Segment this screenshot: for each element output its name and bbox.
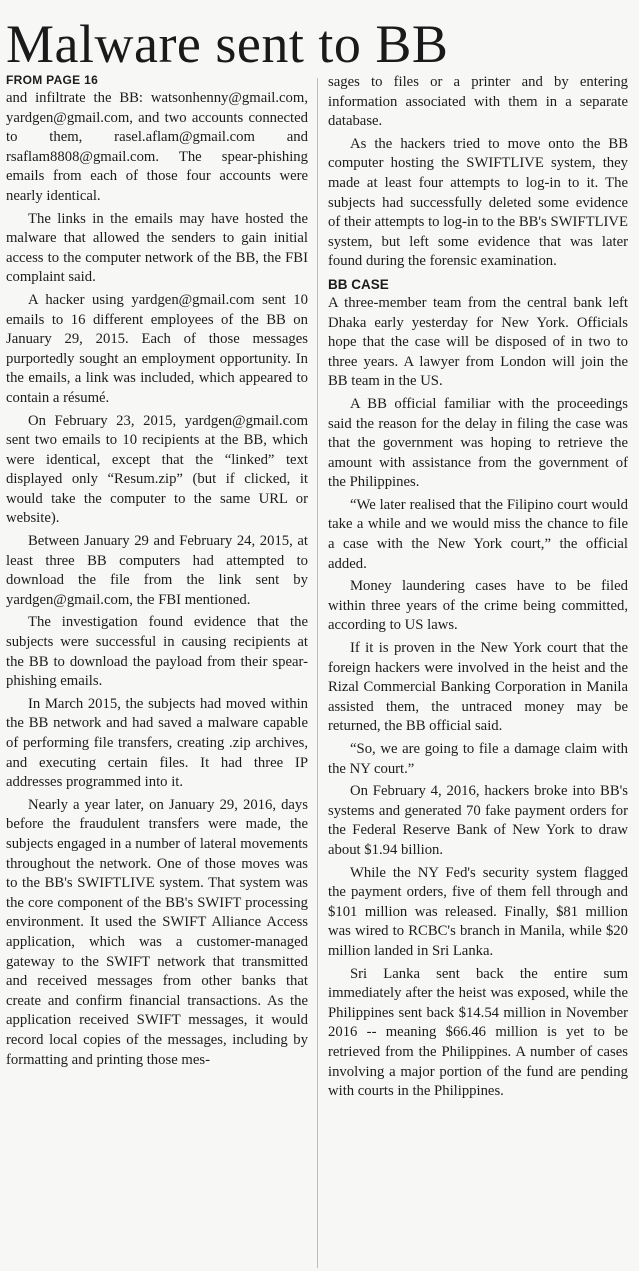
paragraph: “So, we are going to file a damage claim with the NY court.” (328, 741, 628, 777)
paragraph: Sri Lanka sent back the entire sum immediately after the heist was exposed, while the Philippines sent back $14.54 million in November 2016 -- meaning $66.46 million is yet to be retrieved from the Philippines. A number of cases involving a major portion of the fund are pending with courts in the Philippines. (328, 965, 628, 1100)
paragraph: The investigation found evidence that the subjects were successful in causing recipients at the BB to download the payload from their spear-phishing emails. (6, 614, 308, 690)
paragraph: As the hackers tried to move onto the BB computer hosting the SWIFTLIVE system, they made at least four attempts to log-in to it. The subjects had successfully deleted some evidence of their attempts to log-in to the BB's SWIFTLIVE system, but left some evidence that was later found during the forensic examination. (328, 135, 628, 270)
paragraph: sages to files or a printer and by entering information associated with them in a separate database. (328, 74, 628, 130)
right-column (328, 73, 628, 1105)
paragraph: Money laundering cases have to be filed within three years of the crime being committed, according to US laws. (328, 578, 628, 634)
paragraph: A BB official familiar with the proceedings said the reason for the delay in filing the case was that the government was hoping to retrieve the amount with assistance from the government of the Philippines. (328, 395, 628, 491)
continued-from-kicker: FROM PAGE 16 (6, 73, 99, 87)
paragraph: A three-member team from the central bank left Dhaka early yesterday for New York. Officials hope that the case will be disposed of in two to three years. A lawyer from London will join the BB team in the US. (328, 294, 628, 390)
paragraph: If it is proven in the New York court that the foreign hackers were involved in the heist and the Rizal Commercial Banking Corporation in Manila assisted them, the untraced money may be returned, the BB official said. (328, 640, 628, 735)
column-divider (317, 78, 318, 1268)
paragraph: In March 2015, the subjects had moved within the BB network and had saved a malware capable of performing file transfers, creating .zip archives, and executing certain files. It had three IP addresses programmed into it. (6, 695, 308, 791)
paragraph: “We later realised that the Filipino court would take a while and we would miss the chance to file a case with the New York court,” the official added. (328, 496, 628, 572)
paragraph: Nearly a year later, on January 29, 2016, days before the fraudulent transfers were made, the subjects engaged in a number of lateral movements throughout the network. One of those moves was to the BB's SWIFTLIVE system. That system was the core component of the BB's SWIFT processing environment. It used the SWIFT Alliance Access application, which was a customer-managed gateway to the SWIFT network that transmitted and received messages from other banks that create and confirm financial transactions. As the application received SWIFT messages, it would record local copies of the messages, including by formatting and printing those mes- (6, 796, 308, 1068)
paragraph: On February 4, 2016, hackers broke into BB's systems and generated 70 fake payment orders for the Federal Reserve Bank of New York to draw about $1.94 billion. (328, 783, 628, 858)
left-column (6, 72, 308, 1073)
headline: Malware sent to BB (6, 14, 449, 74)
paragraph: and infiltrate the BB: watsonhenny@gmail.com, yardgen@gmail.com, and two accounts connected to them, rasel.aflam@gmail.com and rsaflam8808@gmail.com. The spear-phishing emails from each of those four accounts were nearly identical. (6, 90, 308, 204)
paragraph: On February 23, 2015, yardgen@gmail.com sent two emails to 10 recipients at the BB, which were identical, except that the “linked” text displayed only “Resum.zip” (but if clicked, it would take the computer to the same URL or website). (6, 412, 308, 527)
paragraph: While the NY Fed's security system flagged the payment orders, five of them fell through and $101 million was released. Finally, $81 million was wired to RCBC's branch in Manila, while $20 million landed in Sri Lanka. (328, 864, 628, 959)
paragraph: Between January 29 and February 24, 2015, at least three BB computers had attempted to download the file from the link sent by yardgen@gmail.com, the FBI mentioned. (6, 533, 308, 608)
section-subhead: BB CASE (328, 276, 389, 292)
paragraph: The links in the emails may have hosted the malware that allowed the senders to gain initial access to the computer network of the BB, the FBI complaint said. (6, 210, 308, 286)
paragraph: A hacker using yardgen@gmail.com sent 10 emails to 16 different employees of the BB on January 29, 2015. Each of those messages purportedly sought an employment opportunity. In the emails, a link was included, which appeared to contain a résumé. (6, 291, 308, 406)
